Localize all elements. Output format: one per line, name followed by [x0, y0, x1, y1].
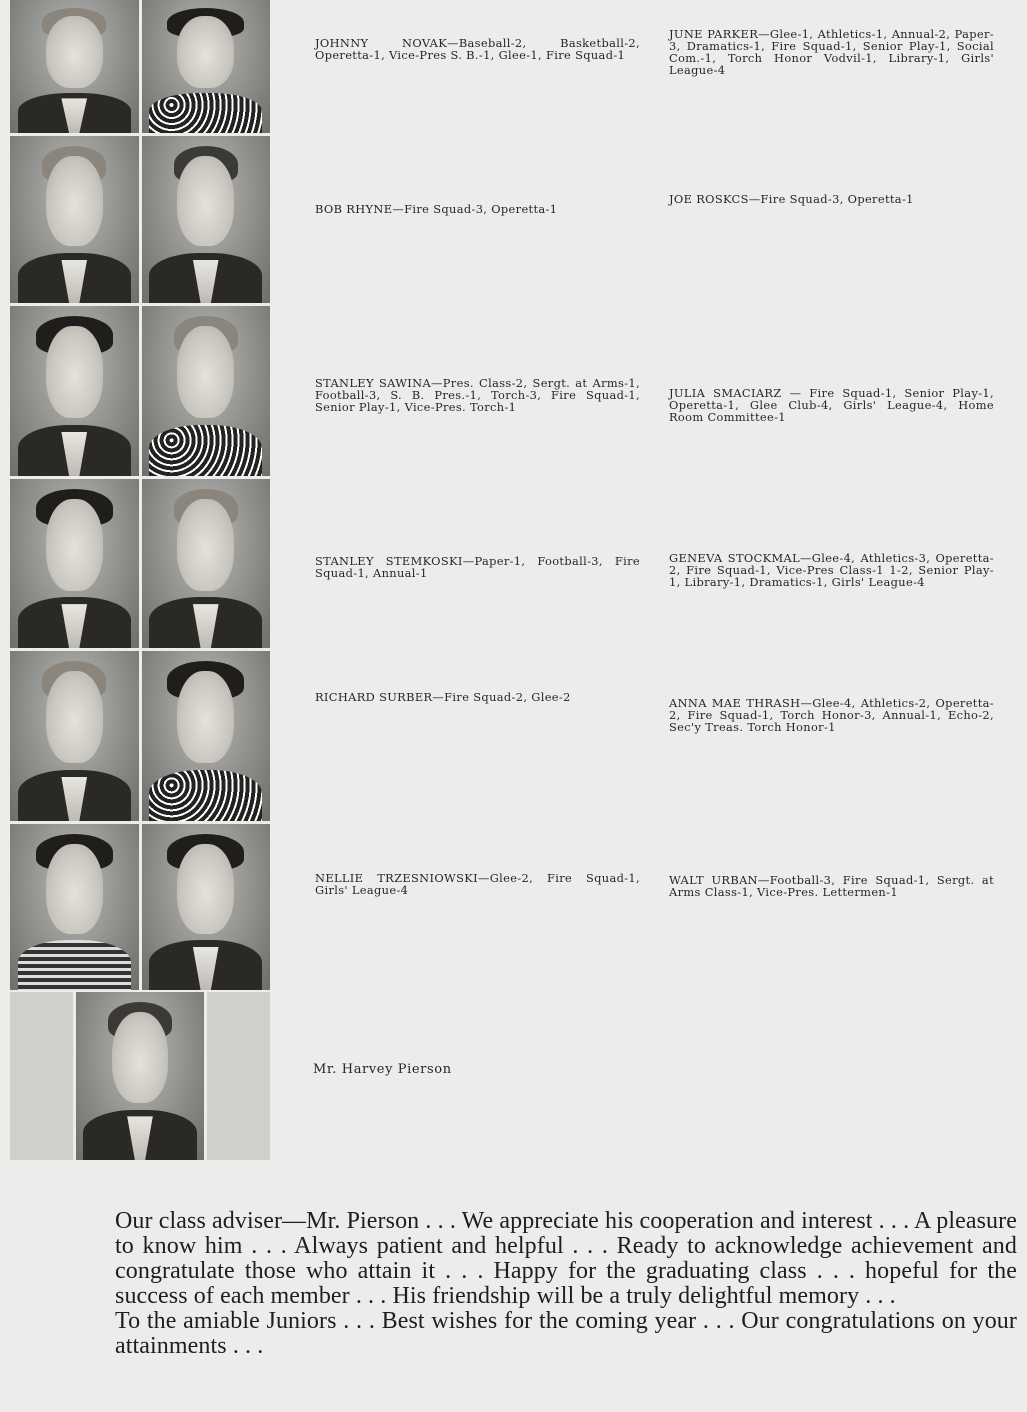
student-entry: BOB RHYNE—Fire Squad-3, Operetta-1	[315, 202, 558, 216]
student-activities: Paper-1, Football-3, Fire Squad-1, Annual-1	[315, 554, 640, 580]
portrait-stanley-stemkoski	[10, 479, 139, 648]
student-entry: NELLIE TRZESNIOWSKI—Glee-2, Fire Squad-1, Girls' League-4	[315, 871, 640, 897]
student-name: JUNE PARKER	[669, 27, 759, 41]
student-activities: Glee-4, Athletics-2, Operetta-2, Fire Squad-1, Torch Honor-3, Annual-1, Echo-2, Sec'y Treas. Torch Honor-1	[669, 696, 994, 734]
student-entry: RICHARD SURBER—Fire Squad-2, Glee-2	[315, 690, 571, 704]
student-activities: Fire Squad-2, Glee-2	[444, 690, 571, 704]
student-entry: JOHNNY NOVAK—Baseball-2, Basketball-2, Operetta-1, Vice-Pres S. B.-1, Glee-1, Fire Squad-1	[315, 36, 640, 62]
student-entry: ANNA MAE THRASH—Glee-4, Athletics-2, Operetta-2, Fire Squad-1, Torch Honor-3, Annual-1, Echo-2, Sec'y Treas. Torch Honor-1	[669, 696, 994, 734]
closing-paragraph-adviser: Our class adviser—Mr. Pierson . . . We appreciate his cooperation and interest . . . A pleasure to know him . . . Always patient and helpful . . . Ready to acknowledge achievement and congratulate those who attain it . . . Happy for the graduating class . . . hopeful for the success of each member . . . His friendship will be a truly delightful memory . . .	[115, 1208, 1017, 1309]
student-name: WALT URBAN	[669, 873, 758, 887]
student-entry: JULIA SMACIARZ — Fire Squad-1, Senior Play-1, Operetta-1, Glee Club-4, Girls' League-4, Home Room Committee-1	[669, 386, 994, 424]
student-name: GENEVA STOCKMAL	[669, 551, 801, 565]
adviser-portrait-row	[10, 992, 270, 1160]
portrait-richard-surber	[10, 651, 139, 821]
portrait-johnny-novak	[10, 0, 139, 133]
student-entry: JUNE PARKER—Glee-1, Athletics-1, Annual-2, Paper-3, Dramatics-1, Fire Squad-1, Senior Play-1, Social Com.-1, Torch Honor Vodvil-1, Library-1, Girls' League-4	[669, 27, 994, 77]
student-activities: Fire Squad-3, Operetta-1	[760, 192, 914, 206]
portrait-joe-roskcs	[142, 136, 271, 303]
student-activities: Fire Squad-1, Senior Play-1, Operetta-1, Glee Club-4, Girls' League-4, Home Room Committee-1	[669, 386, 994, 424]
student-entry: WALT URBAN—Football-3, Fire Squad-1, Sergt. at Arms Class-1, Vice-Pres. Lettermen-1	[669, 873, 994, 899]
student-name: ANNA MAE THRASH	[669, 696, 801, 710]
student-name: STANLEY SAWINA	[315, 376, 432, 390]
student-name: JOE ROSKCS	[669, 192, 749, 206]
portrait-row	[10, 479, 270, 648]
student-activities: Pres. Class-2, Sergt. at Arms-1, Football-3, S. B. Pres.-1, Torch-3, Fire Squad-1, Senior Play-1, Vice-Pres. Torch-1	[315, 376, 640, 414]
student-name: BOB RHYNE	[315, 202, 393, 216]
portrait-nellie-trzesniowski	[10, 824, 139, 990]
student-name: RICHARD SURBER	[315, 690, 433, 704]
portrait-anna-mae-thrash	[142, 651, 271, 821]
student-activities: Glee-2, Fire Squad-1, Girls' League-4	[315, 871, 640, 897]
portrait-geneva-stockmal	[142, 479, 271, 648]
closing-paragraph-juniors: To the amiable Juniors . . . Best wishes for the coming year . . . Our congratulations on your attainments . . .	[115, 1308, 1017, 1359]
student-entry: STANLEY SAWINA—Pres. Class-2, Sergt. at Arms-1, Football-3, S. B. Pres.-1, Torch-3, Fire Squad-1, Senior Play-1, Vice-Pres. Torch-1	[315, 376, 640, 414]
student-activities: Glee-1, Athletics-1, Annual-2, Paper-3, Dramatics-1, Fire Squad-1, Senior Play-1, Social Com.-1, Torch Honor Vodvil-1, Library-1, Girls' League-4	[669, 27, 994, 77]
student-activities: Fire Squad-3, Operetta-1	[404, 202, 558, 216]
portrait-julia-smaciarz	[142, 306, 271, 476]
portrait-row	[10, 0, 270, 133]
portrait-row	[10, 651, 270, 821]
student-name: NELLIE TRZESNIOWSKI	[315, 871, 478, 885]
student-name: JULIA SMACIARZ	[669, 386, 782, 400]
student-name: JOHNNY NOVAK	[315, 36, 448, 50]
portrait-row	[10, 824, 270, 990]
student-entry: GENEVA STOCKMAL—Glee-4, Athletics-3, Operetta-2, Fire Squad-1, Vice-Pres Class-1 1-2, Senior Play-1, Library-1, Dramatics-1, Girls' League-4	[669, 551, 994, 589]
portrait-frame-right	[207, 992, 270, 1160]
portrait-bob-rhyne	[10, 136, 139, 303]
student-activities: Glee-4, Athletics-3, Operetta-2, Fire Squad-1, Vice-Pres Class-1 1-2, Senior Play-1, Library-1, Dramatics-1, Girls' League-4	[669, 551, 994, 589]
portrait-row	[10, 136, 270, 303]
student-entry: JOE ROSKCS—Fire Squad-3, Operetta-1	[669, 192, 914, 206]
student-activities: Baseball-2, Basketball-2, Operetta-1, Vice-Pres S. B.-1, Glee-1, Fire Squad-1	[315, 36, 640, 62]
portrait-stanley-sawina	[10, 306, 139, 476]
portrait-frame-left	[10, 992, 73, 1160]
portrait-row	[10, 306, 270, 476]
adviser-name: Mr. Harvey Pierson	[313, 1062, 452, 1077]
portrait-harvey-pierson	[76, 992, 205, 1160]
closing-message	[115, 1209, 1017, 1359]
student-activities: Football-3, Fire Squad-1, Sergt. at Arms Class-1, Vice-Pres. Lettermen-1	[669, 873, 994, 899]
student-entry: STANLEY STEMKOSKI—Paper-1, Football-3, Fire Squad-1, Annual-1	[315, 554, 640, 580]
student-name: STANLEY STEMKOSKI	[315, 554, 463, 568]
portrait-june-parker	[142, 0, 271, 133]
portrait-walt-urban	[142, 824, 271, 990]
